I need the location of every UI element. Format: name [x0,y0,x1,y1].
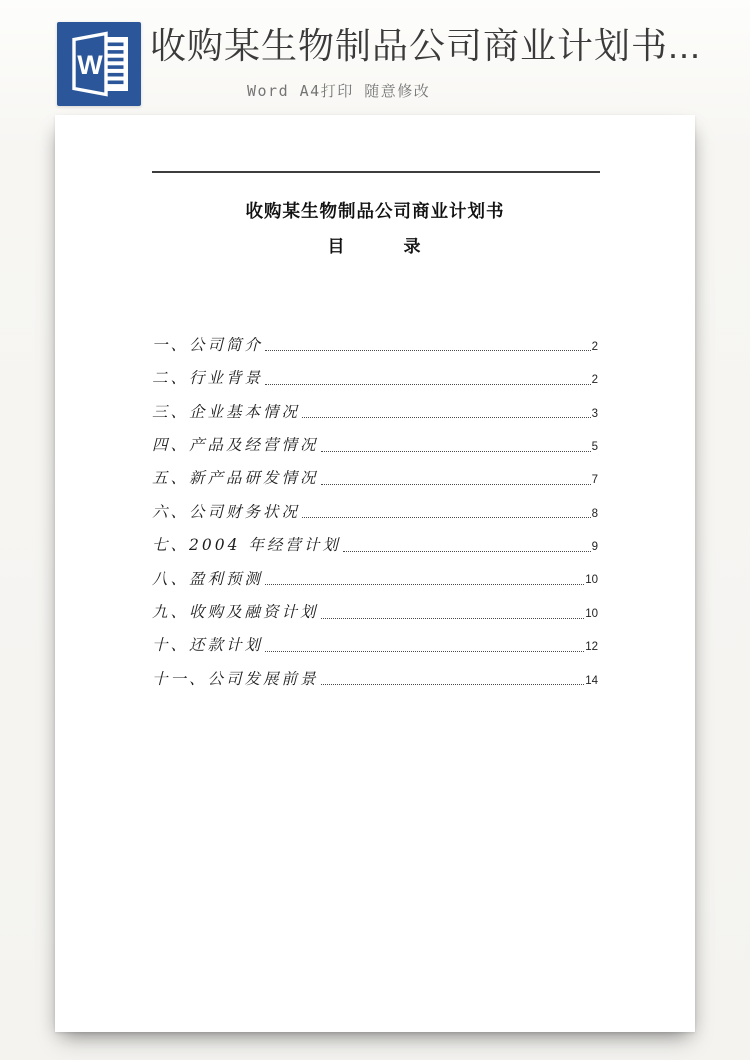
toc-leader-dots [321,451,591,452]
toc-entry-label: 十、还款计划 [152,636,264,655]
toc-entry[interactable] [152,328,598,361]
toc-leader-dots [265,384,591,385]
toc-leader-dots [321,618,585,619]
toc-entry-page: 2 [591,374,598,387]
toc-entry[interactable] [152,361,598,394]
toc-entry[interactable] [152,562,598,595]
template-subtitle: Word A4打印 随意修改 [247,82,431,100]
toc-entry[interactable] [152,528,598,561]
toc-entry-page: 10 [585,574,598,587]
toc-leader-dots [265,584,584,585]
toc-entry-page: 2 [591,340,598,353]
toc-entry-page: 9 [591,541,598,554]
document-page [55,115,695,1032]
toc-leader-dots [321,684,585,685]
word-icon [57,22,141,106]
site-header [0,0,750,112]
toc-entry[interactable] [152,495,598,528]
toc-entry[interactable] [152,629,598,662]
toc-entry-page: 14 [585,674,598,687]
template-title: 收购某生物制品公司商业计划书... [150,25,702,66]
toc-entry[interactable] [152,428,598,461]
toc-entry-label: 九、收购及融资计划 [152,603,319,622]
toc-entry-label: 四、产品及经营情况 [152,436,319,455]
toc-entry[interactable] [152,395,598,428]
toc-heading: 目 录 [327,237,423,256]
toc-leader-dots [265,350,591,351]
toc-entry-page: 10 [585,607,598,620]
toc-entry-label: 二、行业背景 [152,369,264,388]
toc-entry-label: 三、企业基本情况 [152,402,301,421]
toc-entry-label: 七、2004 年经营计划 [152,536,341,555]
toc-entry-page: 3 [591,407,598,420]
toc-leader-dots [265,651,584,652]
toc-leader-dots [302,417,591,418]
toc-list [152,328,598,695]
document-title: 收购某生物制品公司商业计划书 [245,201,505,221]
toc-entry-label: 五、新产品研发情况 [152,469,319,488]
toc-entry-label: 一、公司简介 [152,335,264,354]
toc-leader-dots [302,517,591,518]
toc-leader-dots [321,484,591,485]
toc-leader-dots [343,551,591,552]
toc-entry-label: 六、公司财务状况 [152,502,301,521]
toc-entry-label: 十一、公司发展前景 [152,669,319,688]
page-header-rule [152,171,600,173]
word-icon-letter: W [77,50,103,80]
toc-entry[interactable] [152,662,598,695]
toc-entry-page: 7 [591,474,598,487]
toc-entry[interactable] [152,462,598,495]
toc-entry-label: 八、盈利预测 [152,569,264,588]
toc-entry-page: 12 [585,641,598,654]
toc-entry-page: 8 [591,507,598,520]
toc-entry[interactable] [152,595,598,628]
toc-entry-page: 5 [591,440,598,453]
